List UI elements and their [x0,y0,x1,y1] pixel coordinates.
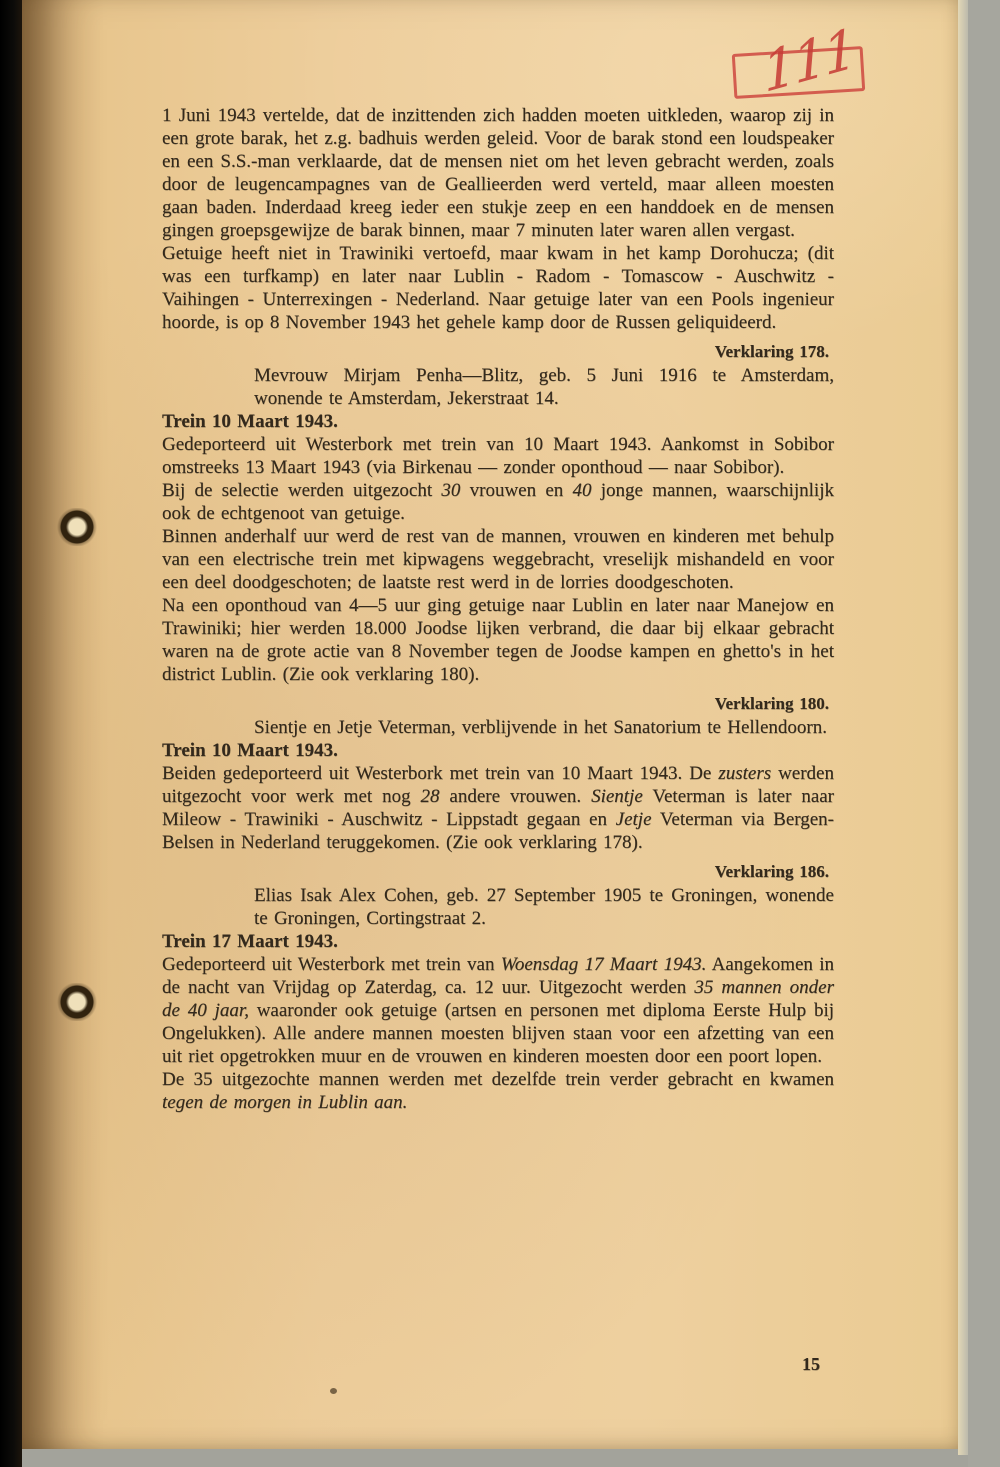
book-binding-edge [0,0,22,1467]
paragraph-9 [162,1068,834,1114]
text-run: zusters [718,763,772,784]
text-run: 40 [572,480,592,501]
text-run: Getuige heeft niet in Trawiniki vertoefd, maar kwam in het kamp Dorohucza; (dit was een turfkamp) en later naar Lublin - Radom - Tomascow - Auschwitz - Vaihingen - Unterrexingen - Nederland. Naar getuige later van een Pools ingenieur hoorde, is op 8 November 1943 het gehele kamp door de Russen geliquideerd. [162,243,834,333]
text-run: Woensdag 17 Maart 1943. [500,954,707,975]
verklaring-186-label: Verklaring 186. [714,862,829,881]
paragraph-2 [162,242,834,334]
verklaring-180-label: Verklaring 180. [714,694,829,713]
text-run: Sientje [591,786,643,807]
text-run: Gedeporteerd uit Westerbork met trein van 10 Maart 1943. Aankomst in Sobibor omstreeks 13 Maart 1943 (via Birkenau — zonder oponthoud — naar Sobibor). [162,434,834,478]
text-run: Gedeporteerd uit Westerbork met trein van [162,954,501,975]
text-run: andere vrouwen. [439,786,592,807]
person-180 [162,716,834,739]
page-number: 15 [802,1354,820,1374]
paragraph-3 [162,433,834,479]
punch-hole-bottom [57,983,97,1021]
text-run: 35 mannen onder de 40 jaar, [162,977,835,1021]
scan-background [968,0,1000,1467]
paragraph-4 [162,479,834,525]
paragraph-6 [162,594,834,686]
verklaring-178-label: Verklaring 178. [714,342,829,361]
person-186 [162,884,834,930]
text-run: Veterman is later naar Mileow - Trawiniki - Auschwitz - Lippstadt gegaan en [162,786,835,830]
text-run: tegen de morgen in Lublin aan. [162,1092,408,1113]
text-run: 28 [420,786,440,807]
page-edge [958,0,968,1455]
trein-heading-2: Trein 10 Maart 1943. [162,740,338,761]
text-run: Jetje [615,809,652,830]
text-run: waaronder ook getuige (artsen en personen met diploma Eerste Hulp bij Ongelukken). Alle andere mannen moesten blijven staan voor een afzetting van een uit riet opgetrokken muur en de vrouwen en kinderen moesten door een poort lopen. [162,1000,834,1067]
text-run: 30 [441,480,461,501]
text-run: Mevrouw Mirjam Penha—Blitz, geb. 5 Juni 1916 te Amsterdam, wonende te Amsterdam, Jekerstraat 14. [254,365,834,409]
paragraph-8 [162,953,834,1068]
text-run: Binnen anderhalf uur werd de rest van de mannen, vrouwen en kinderen met behulp van een electrische trein met kipwagens weggebracht, vreselijk mishandeld en voor een deel doodgeschoten; de laatste rest werd in de lorries doodgeschoten. [162,526,834,593]
text-run: jonge mannen, waarschijnlijk ook de echtgenoot van getuige. [162,480,834,524]
text-run: Bij de selectie werden uitgezocht [162,480,442,501]
text-run: vrouwen en [460,480,573,501]
text-run: Sientje en Jetje Veterman, verblijvende in het Sanatorium te Hellendoorn. [254,717,827,738]
stamp-box [732,16,866,106]
page-paper [20,0,958,1449]
person-178 [162,364,834,410]
punch-hole-top [57,508,97,546]
text-run: Na een oponthoud van 4—5 uur ging getuige naar Lublin en later naar Manejow en Trawiniki; hier werden 18.000 Joodse lijken verbrand, die daar bij elkaar gebracht waren na de grote actie van 8 November tegen de Joodse kampen en ghetto's in het district Lublin. (Zie ook verklaring 180). [162,595,834,685]
ink-spot [330,1388,337,1394]
stamp-number: 111 [759,16,857,106]
text-run: werden uitgezocht voor werk met nog [162,763,834,807]
text-run: De 35 uitgezochte mannen werden met dezelfde trein verder gebracht en kwamen [162,1069,834,1090]
text-run: Aangekomen in de nacht van Vrijdag op Zaterdag, ca. 12 uur. Uitgezocht werden [162,954,834,998]
trein-heading-3: Trein 17 Maart 1943. [162,931,338,952]
paragraph-7 [162,762,834,854]
trein-heading-1: Trein 10 Maart 1943. [162,411,338,432]
text-run: Elias Isak Alex Cohen, geb. 27 September 1905 te Groningen, wonende te Groningen, Cortingstraat 2. [254,885,834,929]
text-run: Beiden gedeporteerd uit Westerbork met trein van 10 Maart 1943. De [162,763,719,784]
text-run: 1 Juni 1943 vertelde, dat de inzittenden zich hadden moeten uitkleden, waarop zij in een grote barak, het z.g. badhuis werden geleid. Voor de barak stond een loudspeaker en een S.S.-man verklaarde, dat de mensen niet om het leven gebracht werden, zoals door de leugencampagnes van de Geallieerden werd verteld, maar alleen moesten gaan baden. Inderdaad kreeg ieder een stukje zeep en een handdoek en de mensen gingen groepsgewijze de barak binnen, maar 7 minuten later waren allen vergast. [162,105,834,241]
text-run: Veterman via Bergen-Belsen in Nederland teruggekomen. (Zie ook verklaring 178). [162,809,834,853]
paragraph-1 [162,104,834,242]
page-text [162,104,834,1114]
paragraph-5 [162,525,834,594]
